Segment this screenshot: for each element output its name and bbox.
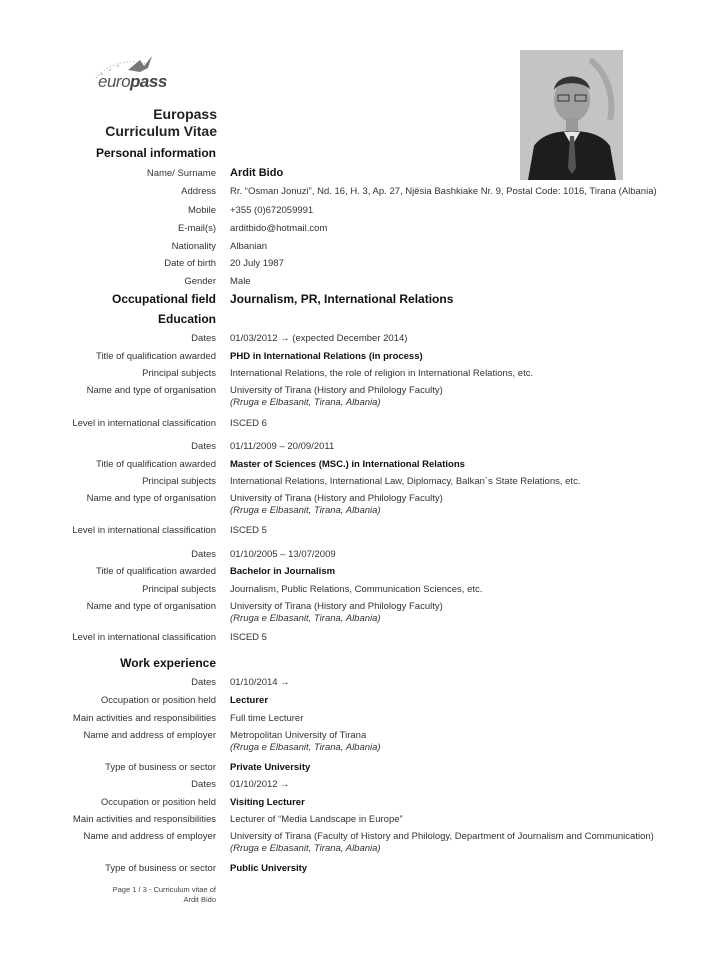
edu-dates: 01/11/2009 – 20/09/2011: [230, 441, 335, 452]
edu-level: ISCED 6: [230, 418, 267, 429]
field-label: Principal subjects: [142, 368, 216, 379]
profile-photo: [520, 50, 623, 180]
field-label: Dates: [191, 333, 216, 344]
field-label: Name/ Surname: [146, 168, 216, 179]
personal-information-heading: Personal information: [95, 146, 216, 160]
work-employer-name: Metropolitan University of Tirana: [230, 730, 367, 741]
field-label: Name and type of organisation: [86, 493, 216, 504]
work-employer-address: (Rruga e Elbasanit, Tirana, Albania): [230, 843, 381, 854]
edu-subjects: International Relations, the role of religion in International Relations, etc.: [230, 368, 534, 379]
gender-value: Male: [230, 276, 251, 287]
field-label: Name and type of organisation: [86, 385, 216, 396]
footer-line-2: Ardit Bido: [183, 895, 216, 904]
edu-organisation-address: (Rruga e Elbasanit, Tirana, Albania): [230, 397, 381, 408]
work-occupation: Visiting Lecturer: [230, 797, 305, 808]
field-label: Level in international classification: [72, 525, 216, 536]
work-employer: [230, 730, 381, 753]
field-label: Mobile: [188, 205, 216, 216]
field-label: Title of qualification awarded: [95, 566, 216, 577]
nationality-value: Albanian: [230, 241, 267, 252]
work-activities: Full time Lecturer: [230, 713, 304, 724]
edu-organisation-name: University of Tirana (History and Philology Faculty): [230, 601, 443, 612]
work-employer: [230, 831, 654, 854]
field-label: Level in international classification: [72, 632, 216, 643]
field-label: Name and type of organisation: [86, 601, 216, 612]
work-sector: Private University: [230, 762, 311, 773]
work-dates: 01/10/2014 →: [230, 677, 290, 688]
field-label: Occupation or position held: [100, 695, 216, 706]
field-label: Level in international classification: [72, 418, 216, 429]
field-label: Type of business or sector: [105, 762, 216, 773]
field-label: Title of qualification awarded: [95, 459, 216, 470]
field-label: Occupation or position held: [100, 797, 216, 808]
work-experience-heading: Work experience: [120, 656, 216, 670]
field-label: Type of business or sector: [105, 863, 216, 874]
field-label: Nationality: [171, 241, 216, 252]
field-label: Dates: [191, 779, 216, 790]
edu-organisation: [230, 385, 443, 408]
mobile-value: +355 (0)672059991: [230, 205, 314, 216]
work-sector: Public University: [230, 863, 308, 874]
field-label: Dates: [191, 549, 216, 560]
edu-subjects: International Relations, International Law, Diplomacy, Balkan`s State Relations, etc.: [230, 476, 581, 487]
address-value: Rr. “Osman Jonuzi”, Nd. 16, H. 3, Ap. 27, Njësia Bashkiake Nr. 9, Postal Code: 1016, Tirana (Albania): [230, 186, 657, 197]
edu-organisation-name: University of Tirana (History and Philology Faculty): [230, 385, 443, 396]
email-value: arditbido@hotmail.com: [230, 223, 328, 234]
portrait-image: [520, 50, 623, 180]
edu-organisation: [230, 601, 443, 624]
cv-title: [105, 106, 217, 140]
field-label: Dates: [191, 677, 216, 688]
edu-level: ISCED 5: [230, 525, 267, 536]
work-employer-name: University of Tirana (Faculty of History and Philology, Department of Journalism and Communication): [230, 831, 654, 842]
edu-organisation: [230, 493, 443, 516]
field-label: Name and address of employer: [83, 730, 216, 741]
occupational-field-label: Occupational field: [111, 292, 216, 306]
field-label: Principal subjects: [142, 476, 216, 487]
edu-qualification: Master of Sciences (MSC.) in International Relations: [230, 459, 465, 470]
field-label: Main activities and responsibilities: [72, 713, 216, 724]
date-of-birth-value: 20 July 1987: [230, 258, 284, 269]
page-footer: [113, 885, 216, 905]
title-line-1: Europass: [153, 106, 217, 122]
edu-dates: 01/10/2005 – 13/07/2009: [230, 549, 336, 560]
europass-logo: [88, 50, 178, 96]
edu-level: ISCED 5: [230, 632, 267, 643]
edu-qualification: PHD in International Relations (in process): [230, 351, 423, 362]
occupational-field-value: Journalism, PR, International Relations: [230, 292, 454, 306]
work-occupation: Lecturer: [230, 695, 269, 706]
work-dates: 01/10/2012 →: [230, 779, 290, 790]
edu-subjects: Journalism, Public Relations, Communication Sciences, etc.: [230, 584, 483, 595]
field-label: Name and address of employer: [83, 831, 216, 842]
work-employer-address: (Rruga e Elbasanit, Tirana, Albania): [230, 742, 381, 753]
field-label: Title of qualification awarded: [95, 351, 216, 362]
edu-organisation-name: University of Tirana (History and Philology Faculty): [230, 493, 443, 504]
field-label: Date of birth: [164, 258, 216, 269]
field-label: Dates: [191, 441, 216, 452]
edu-dates: 01/03/2012 → (expected December 2014): [230, 333, 408, 344]
edu-qualification: Bachelor in Journalism: [230, 566, 336, 577]
field-label: Principal subjects: [142, 584, 216, 595]
work-activities: Lecturer of “Media Landscape in Europe”: [230, 814, 403, 825]
education-heading: Education: [157, 312, 216, 326]
europass-wordmark: europass: [98, 72, 167, 91]
edu-organisation-address: (Rruga e Elbasanit, Tirana, Albania): [230, 505, 381, 516]
field-label: Main activities and responsibilities: [72, 814, 216, 825]
name-value: Ardit Bido: [230, 167, 284, 179]
field-label: Address: [181, 186, 216, 197]
edu-organisation-address: (Rruga e Elbasanit, Tirana, Albania): [230, 613, 381, 624]
field-label: E-mail(s): [178, 223, 216, 234]
field-label: Gender: [184, 276, 216, 287]
footer-line-1: Page 1 / 3 - Curriculum vitae of: [112, 885, 216, 894]
title-line-2: Curriculum Vitae: [105, 123, 217, 139]
